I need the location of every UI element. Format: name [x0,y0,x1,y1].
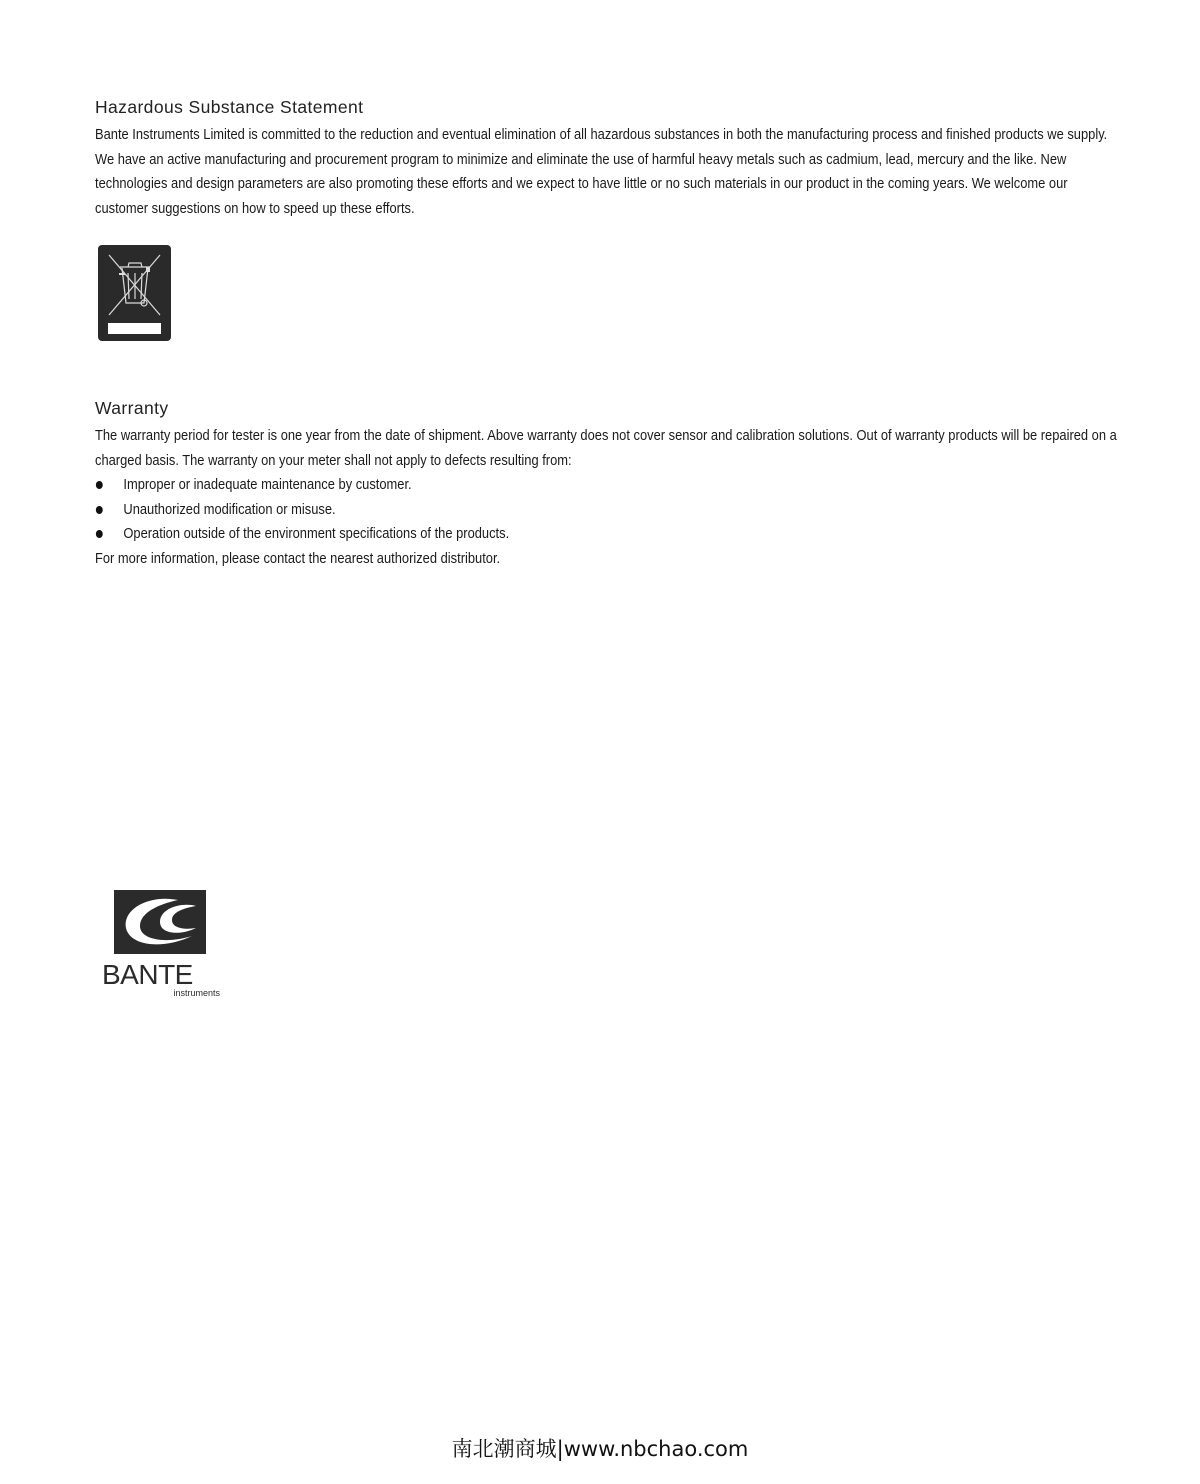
bullet-dot-icon [96,481,103,489]
warranty-intro: The warranty period for tester is one year from the date of shipment. Above warranty does not cover sensor and calibration solutions. Out of warranty products will be repaired on a charged basis. The warranty on your meter shall not apply to defects resulting from: [95,427,1117,469]
logo-subtitle: instruments [173,988,220,998]
warranty-section [95,396,1115,572]
bullet-dot-icon [96,506,103,514]
warranty-closing: For more information, please contact the nearest authorized distributor. [95,549,501,567]
list-item [95,522,1118,547]
bullet-text: Improper or inadequate maintenance by customer. [123,476,412,494]
hazard-paragraph: Bante Instruments Limited is committed to the reduction and eventual elimination of all hazardous substances in both the manufacturing process and finished products we supply. We have an active manufacturing and procurement program to minimize and eliminate the use of harmful heavy metals such as cadmium, lead, mercury and the like. New technologies and design parameters are also promoting these efforts and we expect to have little or no such materials in our product in the coming years. We welcome our customer suggestions on how to speed up these efforts. [95,126,1108,217]
bullet-text: Unauthorized modification or misuse. [123,500,336,518]
bullet-dot-icon [96,530,103,538]
hazard-section [95,95,1115,221]
warranty-title: Warranty [95,398,169,418]
bante-logo [100,888,224,1000]
warranty-body [95,424,1118,572]
bullet-text: Operation outside of the environment specifications of the products. [123,525,510,543]
list-item [95,498,1118,523]
hazard-title: Hazardous Substance Statement [95,97,364,117]
footer-watermark: 南北潮商城|www.nbchao.com [451,1437,749,1461]
list-item [95,473,1118,498]
logo-wordmark: BANTE [102,959,193,990]
weee-bin-icon [98,245,171,341]
warranty-bullet-list [95,473,1118,547]
